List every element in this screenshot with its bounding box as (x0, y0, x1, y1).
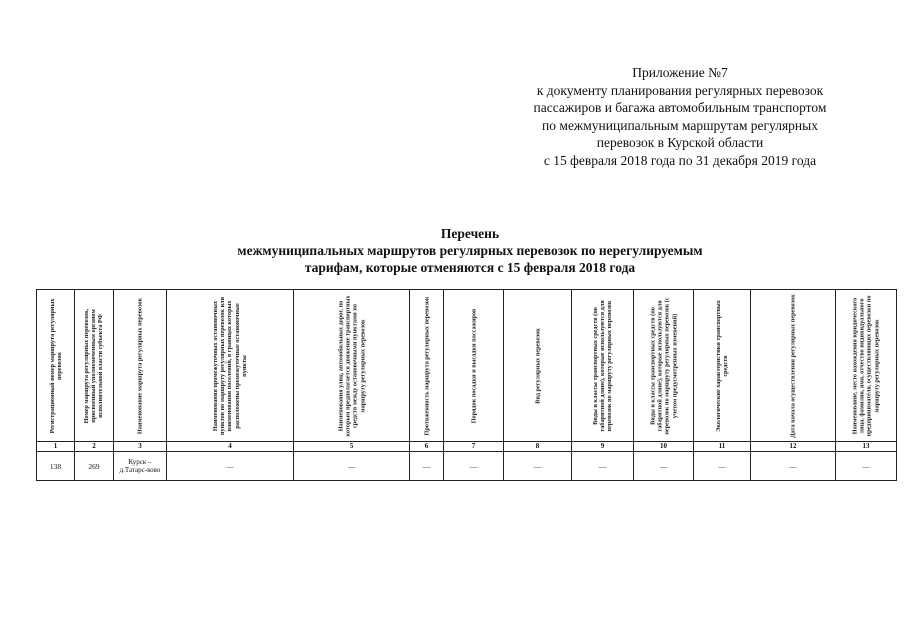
column-number: 7 (444, 442, 504, 452)
column-number: 4 (167, 442, 294, 452)
empty-dash-cell: — (410, 452, 444, 481)
appendix-line: с 15 февраля 2018 года по 31 декабря 2019 года (543, 152, 817, 168)
column-header: Регистрационный номер маршрута регулярных перевозок (37, 290, 75, 442)
column-header: Экологические характеристики транспортных средств (694, 290, 751, 442)
empty-dash-cell: — (751, 452, 836, 481)
column-header: Вид регулярных перевозок (504, 290, 572, 442)
column-header: Дата начала осуществления регулярных перевозок (751, 290, 836, 442)
title-line: Перечень (440, 226, 500, 241)
appendix-line: пассажиров и багажа автомобильным транспортом (533, 100, 827, 115)
empty-dash-cell: — (167, 452, 294, 481)
column-header: Наименование маршрута регулярных перевозок (114, 290, 167, 442)
empty-dash-cell: — (634, 452, 694, 481)
appendix-line: перевозок в Курской области (596, 135, 764, 150)
document-title (150, 225, 790, 276)
column-header: Наименования улиц, автомобильных дорог, по которым предполагается движение транспортных средств между остановочными пунктами по маршруту регулярных перевозок (294, 290, 410, 442)
column-header: Наименование, место нахождения юридического лица, фамилия, имя, отчество индивидуального предпринимателя, осуществляющих перевозки по маршруту регулярных перевозок (836, 290, 897, 442)
appendix-line: Приложение №7 (632, 65, 728, 80)
column-number: 11 (694, 442, 751, 452)
appendix-line: к документу планирования регулярных перевозок (536, 82, 824, 98)
route-number-cell: 269 (75, 452, 114, 481)
column-number-row (37, 442, 897, 452)
table-header-row (37, 290, 897, 442)
column-number: 3 (114, 442, 167, 452)
routes-table (36, 289, 897, 481)
column-number: 10 (634, 442, 694, 452)
column-number: 12 (751, 442, 836, 452)
empty-dash-cell: — (694, 452, 751, 481)
route-name-cell: Курск – д.Татарс-ково (114, 452, 167, 481)
title-line: тарифам, которые отменяются с 15 февраля 2018 года (304, 260, 636, 275)
column-header: Протяженность маршрута регулярных перевозок (410, 290, 444, 442)
appendix-header (470, 64, 890, 169)
column-number: 13 (836, 442, 897, 452)
column-header: Виды и классы транспортных средств (по габаритной длине), которые используются для перевозок по маршруту регулярных перевозок (572, 290, 634, 442)
column-number: 9 (572, 442, 634, 452)
empty-dash-cell: — (444, 452, 504, 481)
column-number: 6 (410, 442, 444, 452)
column-number: 2 (75, 442, 114, 452)
column-header: Номер маршрута регулярных перевозок, присвоенный уполномоченным органом исполнительной власти субъекта РФ (75, 290, 114, 442)
column-header: Виды и классы транспортных средств (по габаритной длине), которые используются для перевозок по маршруту регулярных перевозок (с учетом предусмотренных изменений) (634, 290, 694, 442)
column-header: Порядок посадки и высадки пассажиров (444, 290, 504, 442)
empty-dash-cell: — (836, 452, 897, 481)
empty-dash-cell: — (294, 452, 410, 481)
column-number: 5 (294, 442, 410, 452)
column-number: 1 (37, 442, 75, 452)
registration-number-cell: 138 (37, 452, 75, 481)
title-line: межмуниципальных маршрутов регулярных перевозок по нерегулируемым (237, 243, 703, 258)
empty-dash-cell: — (572, 452, 634, 481)
table-row (37, 452, 897, 481)
column-header: Наименования промежуточных остановочных пунктов по маршруту регулярных перевозок или наименования поселений, в границах которых расположены промежуточные остановочные пункты (167, 290, 294, 442)
column-number: 8 (504, 442, 572, 452)
appendix-line: по межмуниципальным маршрутам регулярных (542, 117, 818, 133)
empty-dash-cell: — (504, 452, 572, 481)
